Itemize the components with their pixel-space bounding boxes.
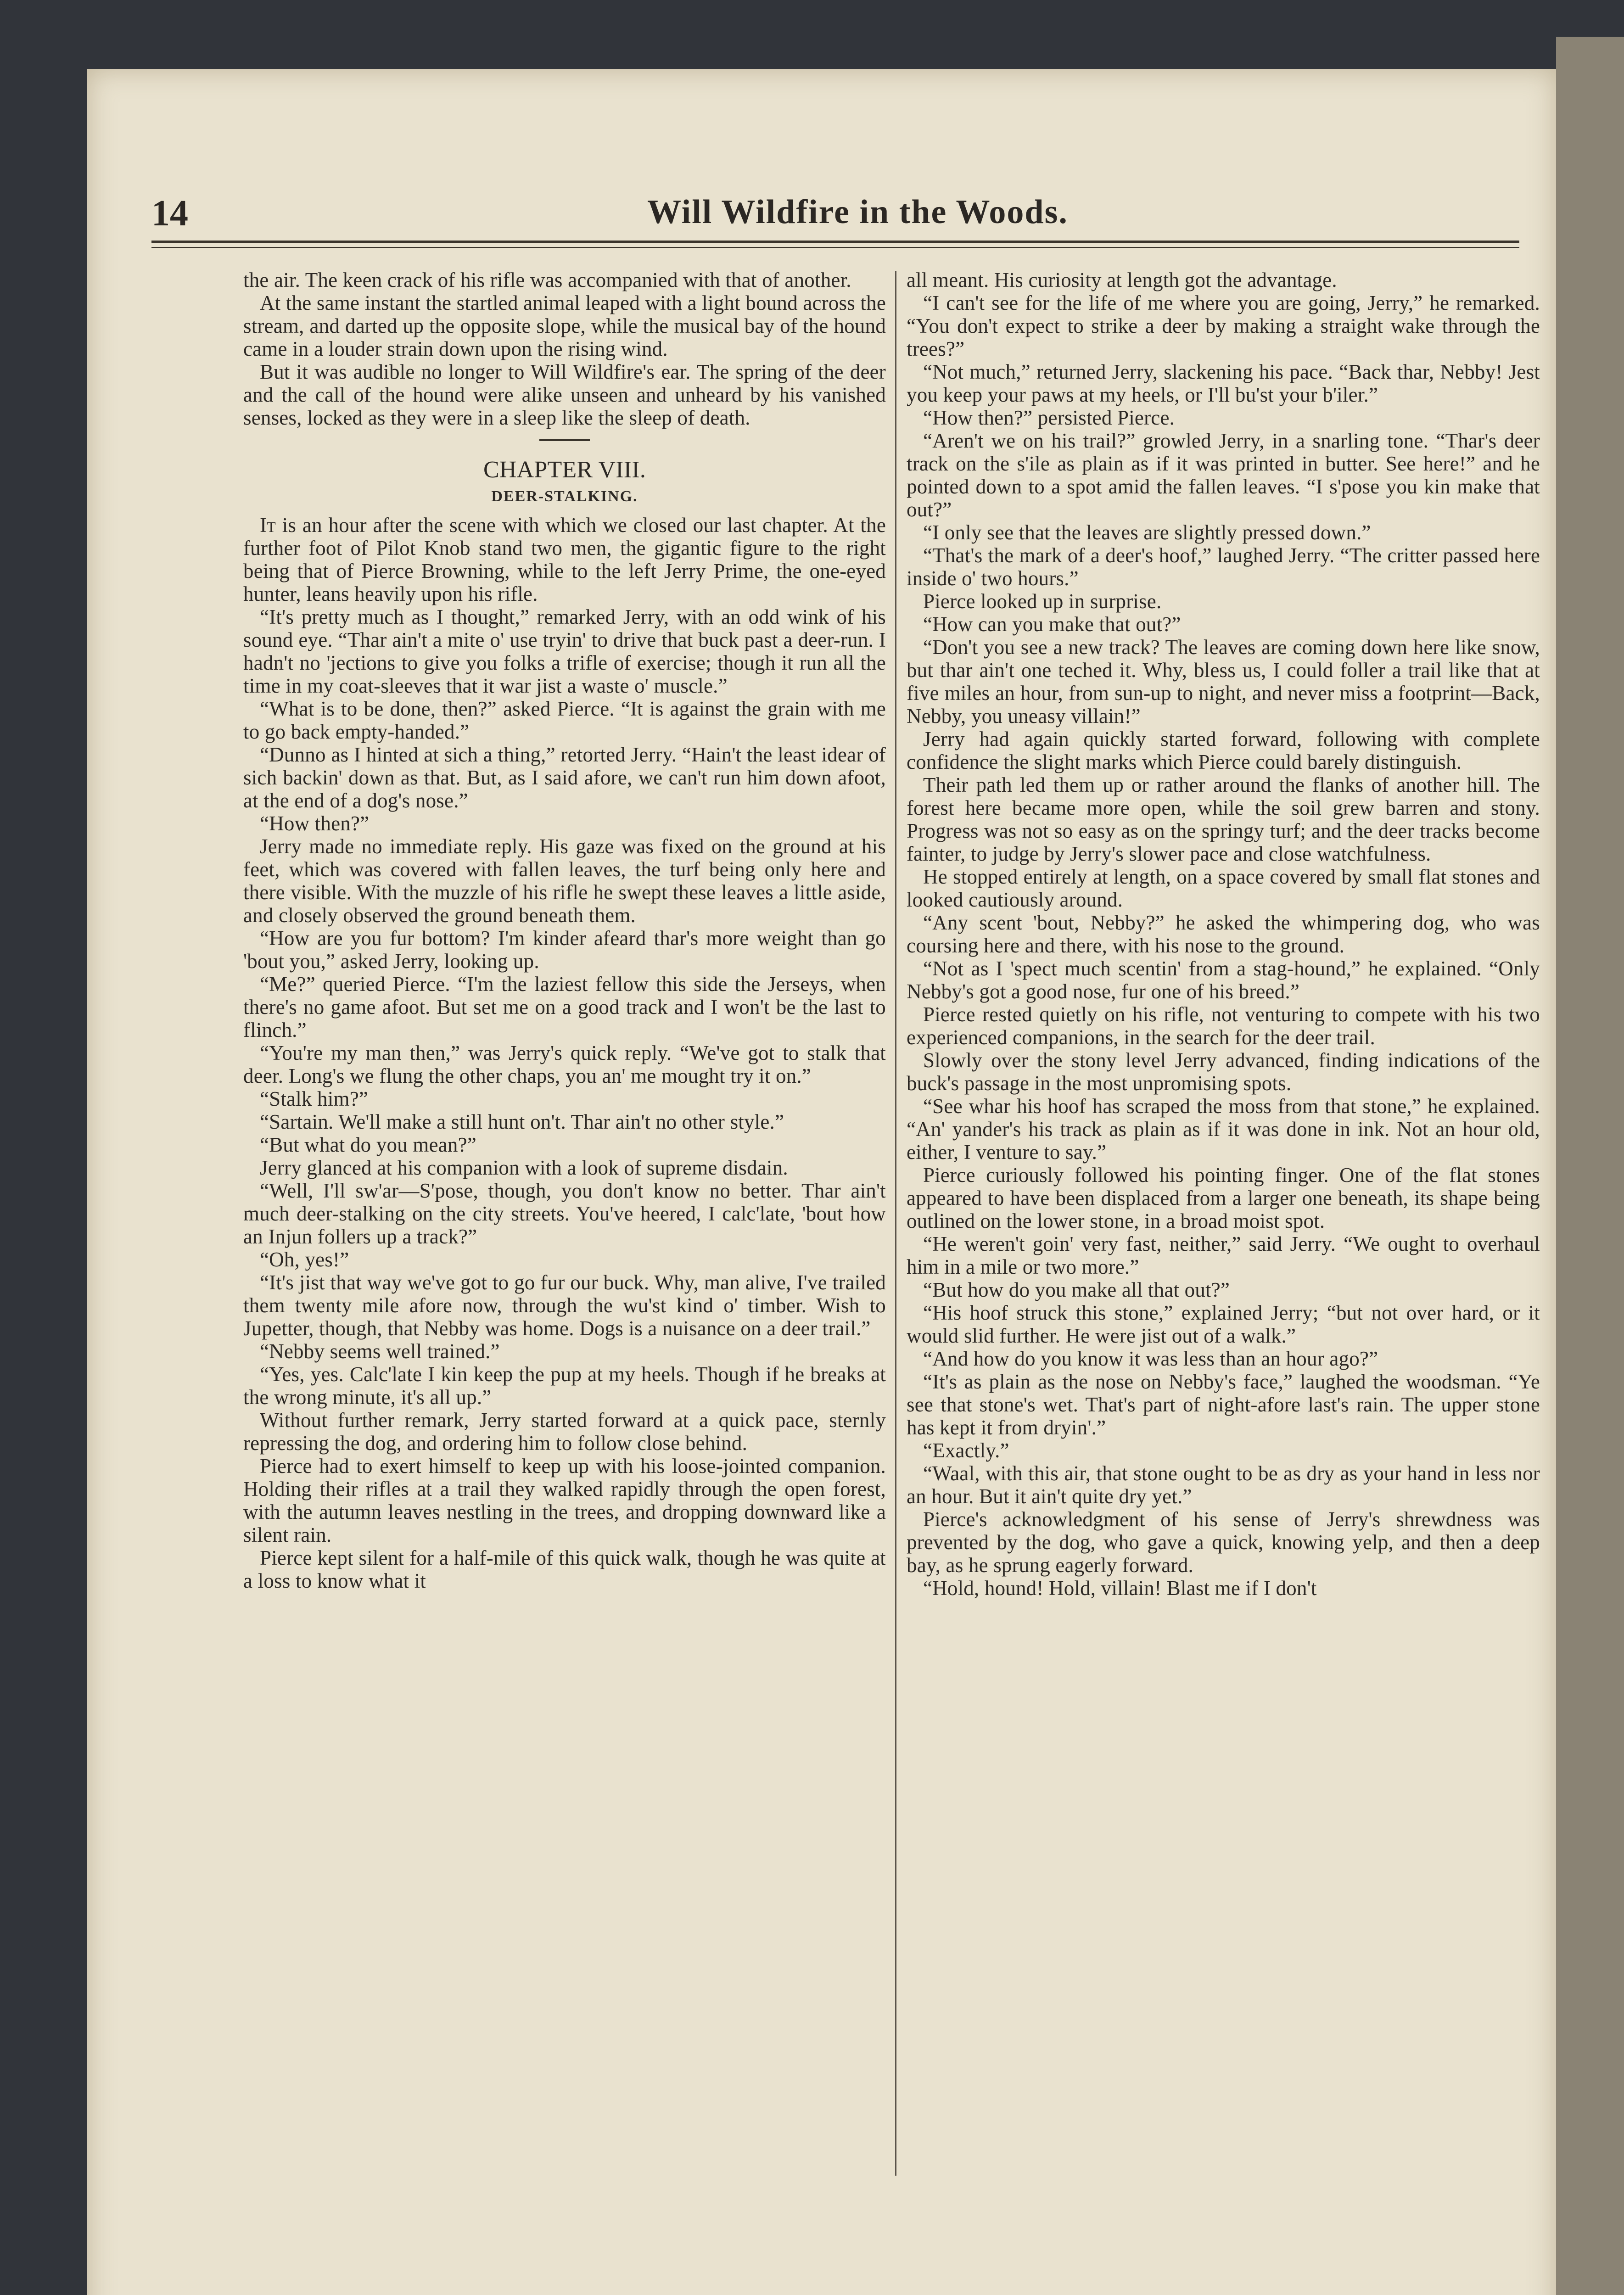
paragraph: Pierce's acknowledgment of his sense of Jerry's shrewdness was prevented by the dog, who gave a quick, knowing yelp, and then a deep bay, as he sprung eagerly forward. <box>907 1508 1540 1577</box>
paragraph: “Not as I 'spect much scentin' from a stag-hound,” he explained. “Only Nebby's got a good nose, fur one of his breed.” <box>907 957 1540 1003</box>
lead-word: It <box>260 514 276 537</box>
paragraph: “See whar his hoof has scraped the moss from that stone,” he explained. “An' yander's his track as plain as if it was done in ink. Not an hour old, either, I venture to say.” <box>907 1095 1540 1164</box>
paragraph: “Aren't we on his trail?” growled Jerry, in a snarling tone. “Thar's deer track on the s'ile as plain as if it was printed in butter. See here!” and he pointed down to a spot amid the fallen leaves. “I s'pose you kin make that out?” <box>907 429 1540 521</box>
paragraph: “I only see that the leaves are slightly pressed down.” <box>923 521 1371 544</box>
paragraph: “Stalk him?” <box>260 1087 369 1110</box>
paragraph: “How then?” persisted Pierce. <box>923 406 1175 429</box>
paragraph: “Waal, with this air, that stone ought to be as dry as your hand in less nor an hour. But it ain't quite dry yet.” <box>907 1462 1540 1508</box>
next-page-edge <box>1556 37 1624 2295</box>
paragraph: Jerry glanced at his companion with a look of supreme disdain. <box>260 1156 788 1179</box>
paragraph: “Sartain. We'll make a still hunt on't. Thar ain't no other style.” <box>260 1110 784 1133</box>
paragraph: Jerry made no immediate reply. His gaze was fixed on the ground at his feet, which was covered with fallen leaves, the turf being only here and there visible. With the muzzle of his rifle he swept these leaves a little aside, and closely observed the ground beneath them. <box>243 835 886 927</box>
paragraph: Pierce rested quietly on his rifle, not venturing to compete with his two experienced companions, in the search for the deer trail. <box>907 1003 1540 1049</box>
paragraph: Pierce curiously followed his pointing finger. One of the flat stones appeared to have been displaced from a larger one beneath, its shape being outlined on the lower stone, in a broad moist spot. <box>907 1164 1540 1232</box>
paragraph: “But how do you make all that out?” <box>923 1278 1230 1301</box>
paragraph: “Nebby seems well trained.” <box>260 1340 500 1363</box>
paragraph: “It's jist that way we've got to go fur our buck. Why, man alive, I've trailed them twenty mile afore now, through the wu'st kind o' timber. Wish to Jupetter, though, that Nebby was home. Dogs is a nuisance on a deer trail.” <box>243 1271 886 1340</box>
paragraph: “Oh, yes!” <box>260 1248 349 1271</box>
paragraph: “But what do you mean?” <box>260 1133 476 1156</box>
paragraph: “Dunno as I hinted at sich a thing,” retorted Jerry. “Hain't the least idear of sich backin' down as that. But, as I said afore, we can't run him down afoot, at the end of a dog's nose.” <box>243 743 886 812</box>
chapter-subheading: DEER-STALKING. <box>491 488 638 505</box>
paragraph: At the same instant the startled animal leaped with a light bound across the stream, and darted up the opposite slope, while the musical bay of the hound came in a louder strain down upon the rising wind. <box>243 291 886 360</box>
paragraph: “I can't see for the life of me where you are going, Jerry,” he remarked. “You don't expect to strike a deer by making a straight wake through the trees?” <box>907 291 1540 360</box>
paragraph: “Not much,” returned Jerry, slackening his pace. “Back thar, Nebby! Jest you keep your paws at my heels, or I'll bu'st your b'iler.” <box>907 360 1540 406</box>
left-column <box>243 269 886 2173</box>
paragraph: “How are you fur bottom? I'm kinder afeard thar's more weight than go 'bout you,” asked Jerry, looking up. <box>243 927 886 973</box>
paragraph: He stopped entirely at length, on a space covered by small flat stones and looked cautiously around. <box>907 865 1540 911</box>
paragraph: “What is to be done, then?” asked Pierce. “It is against the grain with me to go back empty-handed.” <box>243 697 886 743</box>
paragraph: all meant. His curiosity at length got the advantage. <box>907 269 1337 291</box>
paragraph <box>243 514 886 605</box>
paragraph: the air. The keen crack of his rifle was accompanied with that of another. <box>243 269 851 291</box>
paragraph: Slowly over the stony level Jerry advanced, finding indications of the buck's passage in the most unpromising spots. <box>907 1049 1540 1095</box>
paragraph: Pierce had to exert himself to keep up with his loose-jointed companion. Holding their rifles at a trail they walked rapidly through the open forest, with the autumn leaves nestling in the trees, and dropping downward like a silent rain. <box>243 1455 886 1546</box>
paragraph: “Any scent 'bout, Nebby?” he asked the whimpering dog, who was coursing here and there, with his nose to the ground. <box>907 911 1540 957</box>
paragraph: “It's as plain as the nose on Nebby's face,” laughed the woodsman. “Ye see that stone's wet. That's part of night-afore last's rain. The upper stone has kept it from dryin'.” <box>907 1370 1540 1439</box>
paragraph: “You're my man then,” was Jerry's quick reply. “We've got to stalk that deer. Long's we flung the other chaps, you an' me mought try it on.” <box>243 1041 886 1087</box>
paragraph: Pierce looked up in surprise. <box>923 590 1162 613</box>
section-divider <box>539 439 590 441</box>
paragraph: “Yes, yes. Calc'late I kin keep the pup at my heels. Though if he breaks at the wrong minute, it's all up.” <box>243 1363 886 1409</box>
right-column <box>907 269 1540 2173</box>
paragraph: Jerry had again quickly started forward, following with complete confidence the slight marks which Pierce could barely distinguish. <box>907 728 1540 773</box>
paragraph: Without further remark, Jerry started forward at a quick pace, sternly repressing the dog, and ordering him to follow close behind. <box>243 1409 886 1455</box>
column-divider <box>895 271 896 2176</box>
paragraph: “Hold, hound! Hold, villain! Blast me if I don't <box>923 1577 1317 1600</box>
running-title: Will Wildfire in the Woods. <box>647 193 1068 231</box>
paragraph: Pierce kept silent for a half-mile of this quick walk, though he was quite at a loss to know what it <box>243 1546 886 1592</box>
paragraph: “Me?” queried Pierce. “I'm the laziest fellow this side the Jerseys, when there's no game afoot. But set me on a good track and I won't be the last to flinch.” <box>243 973 886 1041</box>
paragraph: “Well, I'll sw'ar—S'pose, though, you don't know no better. Thar ain't much deer-stalking on the city streets. You've heered, I calc'late, 'bout how an Injun follers up a track?” <box>243 1179 886 1248</box>
paragraph: “Don't you see a new track? The leaves are coming down here like snow, but thar ain't one teched it. Why, bless us, I could foller a trail like that at five miles an hour, from sun-up to night, and never miss a footprint—Back, Nebby, you uneasy villain!” <box>907 636 1540 728</box>
paragraph: “How can you make that out?” <box>923 613 1181 636</box>
paragraph: “He weren't goin' very fast, neither,” said Jerry. “We ought to overhaul him in a mile or two more.” <box>907 1232 1540 1278</box>
paragraph: “His hoof struck this stone,” explained Jerry; “but not over hard, or it would slid further. He were jist out of a walk.” <box>907 1301 1540 1347</box>
paragraph: “How then?” <box>260 812 370 835</box>
paragraph: “And how do you know it was less than an hour ago?” <box>923 1347 1378 1370</box>
running-head <box>151 193 1519 234</box>
paragraph: But it was audible no longer to Will Wildfire's ear. The spring of the deer and the call of the hound were alike unseen and unheard by his vanished senses, locked as they were in a sleep like the sleep of death. <box>243 360 886 429</box>
paragraph: “Exactly.” <box>923 1439 1009 1462</box>
page-number: 14 <box>151 193 188 234</box>
header-rule <box>151 241 1519 243</box>
paragraph: “It's pretty much as I thought,” remarked Jerry, with an odd wink of his sound eye. “Thar ain't a mite o' use tryin' to drive that buck past a deer-run. I hadn't no 'jections to give you folks a trifle of exercise; though it run all the time in my coat-sleeves that it war jist a waste o' muscle.” <box>243 605 886 697</box>
paragraph: “That's the mark of a deer's hoof,” laughed Jerry. “The critter passed here inside o' two hours.” <box>907 544 1540 590</box>
chapter-heading: CHAPTER VIII. <box>483 457 646 483</box>
paragraph-text: is an hour after the scene with which we closed our last chapter. At the further foot of Pilot Knob stand two men, the gigantic figure to the right being that of Pierce Browning, while to the left Jerry Prime, the one-eyed hunter, leans heavily upon his rifle. <box>243 514 886 605</box>
paragraph: Their path led them up or rather around the flanks of another hill. The forest here became more open, while the soil grew barren and stony. Progress was not so easy as on the springy turf; and the deer tracks become fainter, to judge by Jerry's slower pace and close watchfulness. <box>907 773 1540 865</box>
header-rule-thin <box>151 247 1519 248</box>
